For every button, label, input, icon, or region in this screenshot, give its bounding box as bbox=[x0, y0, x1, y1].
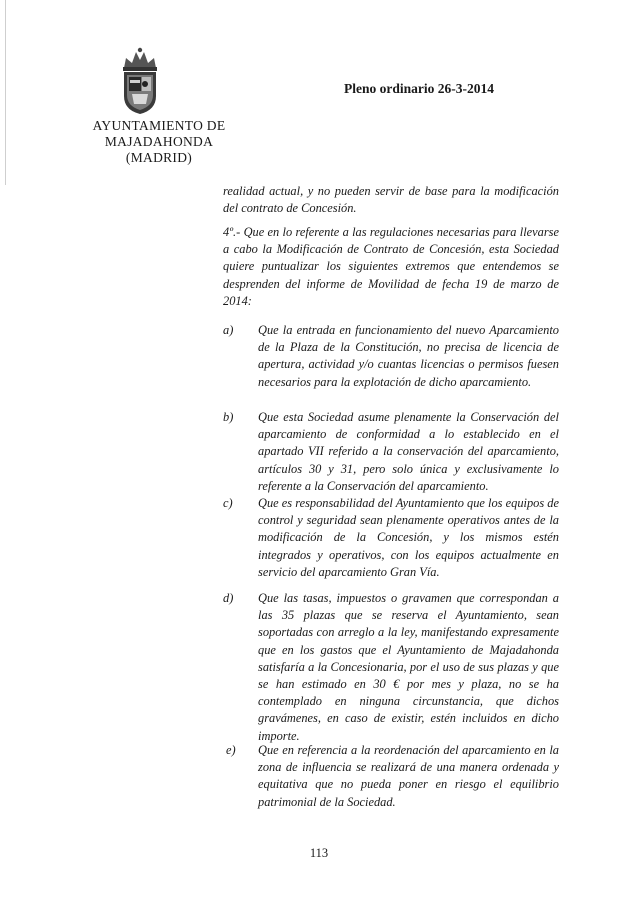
point-4-paragraph: 4º.- Que en lo referente a las regulaciones necesarias para llevarse a cabo la Modificación de Contrato de Concesión, esta Sociedad quiere puntualizar los siguientes extremos que entendemos se desprenden del informe de Movilidad de fecha 19 de marzo de 2014: bbox=[223, 225, 559, 308]
list-item-text: Que las tasas, impuestos o gravamen que correspondan a las 35 plazas que se reserva el Ayuntamiento, sean soportadas con arreglo a la ley, manifestando expresamente que en los gastos que el Ayuntamiento de Majadahonda satisfaría a la Concesionaria, por el uso de sus plazas y que se han estimado en 30 € por mes y plaza, no se ha contemplado en ninguna circunstancia, que dichos gravámenes, en caso de existir, estén incluidos en dicho importe. bbox=[258, 591, 559, 743]
list-item-text: Que en referencia a la reordenación del aparcamiento en la zona de influencia se realizará de una manera ordenada y equitativa que no pueda poner en riesgo el equilibrio patrimonial de la Sociedad. bbox=[258, 743, 559, 809]
list-item-label: e) bbox=[226, 743, 236, 757]
list-item-text: Que es responsabilidad del Ayuntamiento que los equipos de control y seguridad sean plenamente operativos antes de la modificación de la Concesión, y los mismos estén integrados y operativos, con los equipos actualmente en servicio del aparcamiento Gran Vía. bbox=[258, 496, 559, 579]
municipality-line: MAJADAHONDA bbox=[104, 134, 214, 149]
list-item-text: Que esta Sociedad asume plenamente la Conservación del aparcamiento de conformidad a lo establecido en el apartado VII referido a la conservación del aparcamiento, artículos 30 y 31, pero solo única y exclusivamente lo referente a la Conservación del aparcamiento. bbox=[258, 410, 559, 493]
municipality-line: (MADRID) bbox=[125, 150, 193, 165]
municipal-coat-of-arms-icon bbox=[116, 46, 164, 116]
municipality-line: AYUNTAMIENTO DE bbox=[92, 118, 226, 133]
list-item-label: a) bbox=[223, 323, 234, 337]
session-title: Pleno ordinario 26-3-2014 bbox=[344, 81, 494, 96]
list-item-label: c) bbox=[223, 496, 233, 510]
scan-edge-line bbox=[5, 0, 6, 185]
intro-paragraph: realidad actual, y no pueden servir de base para la modificación del contrato de Concesión. bbox=[223, 184, 559, 216]
list-item-label: b) bbox=[223, 410, 234, 424]
page-number: 113 bbox=[309, 846, 329, 860]
list-item-label: d) bbox=[223, 591, 234, 605]
municipality-heading bbox=[84, 118, 234, 166]
list-item-text: Que la entrada en funcionamiento del nuevo Aparcamiento de la Plaza de la Constitución, no precisa de licencia de apertura, actividad y/o cuantas licencias o permisos fuesen necesarios para la explotación de dicho aparcamiento. bbox=[258, 323, 559, 389]
